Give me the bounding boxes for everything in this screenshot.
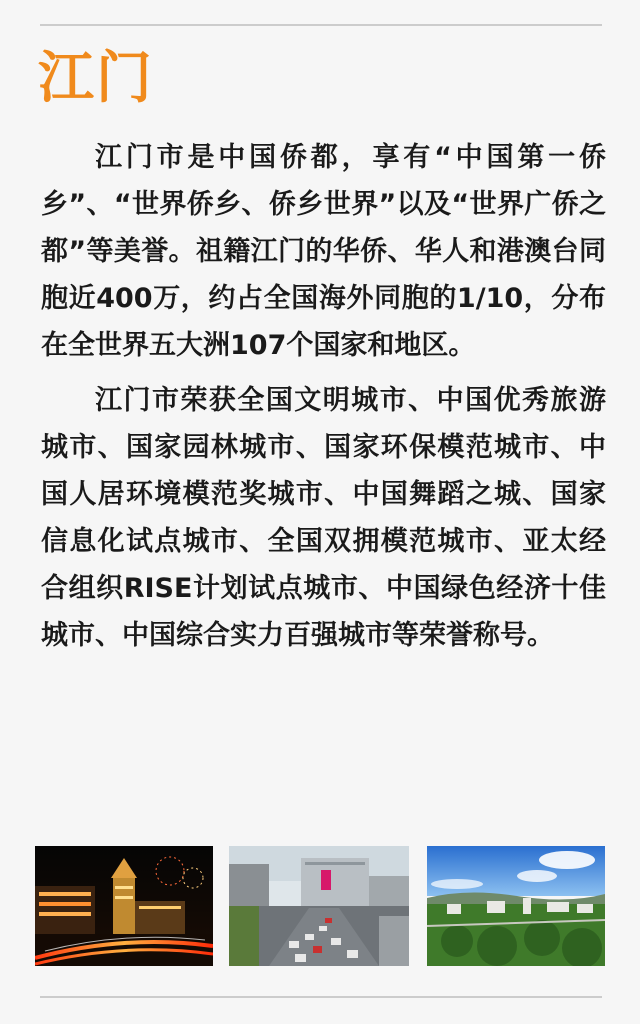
street-traffic-photo — [229, 846, 409, 966]
bottom-divider — [40, 996, 602, 998]
paragraph-2: 江门市荣获全国文明城市、中国优秀旅游城市、国家园林城市、国家环保模范城市、中国人居环境模范奖城市、中国舞蹈之城、国家信息化试点城市、全国双拥模范城市、亚太经合组织RISE计划试点城市、中国绿色经济十佳城市、中国综合实力百强城市等荣誉称号。 — [41, 385, 606, 651]
article-body — [41, 134, 606, 667]
page-title: 江门 — [38, 46, 154, 111]
top-divider — [40, 24, 602, 26]
aerial-city-photo — [427, 846, 605, 966]
paragraph-1: 江门市是中国侨都，享有“中国第一侨乡”、“世界侨乡、侨乡世界”以及“世界广侨之都”等美誉。祖籍江门的华侨、华人和港澳台同胞近400万，约占全国海外同胞的1/10，分布在全世界五大洲107个国家和地区。 — [41, 142, 606, 361]
night-city-photo — [35, 846, 213, 966]
